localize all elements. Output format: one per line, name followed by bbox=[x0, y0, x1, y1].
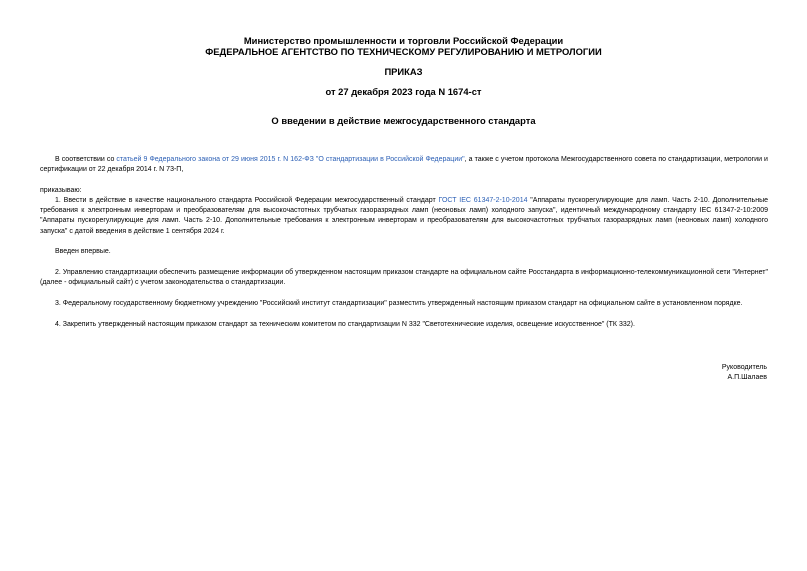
item-2-paragraph: 2. Управлению стандартизации обеспечить размещение информации об утвержденном настоящим приказом стандарте на официальном сайте Росстандарта в информационно-телекоммуникационной сети "Интернет" (далее - официальный сайт) с учетом законодательства о стандартизации. bbox=[40, 269, 768, 287]
document-title: О введении в действие межгосударственного стандарта bbox=[271, 115, 536, 126]
date-number-heading: от 27 декабря 2023 года N 1674-ст bbox=[325, 86, 482, 97]
item-1-text-before: 1. Ввести в действие в качестве национального стандарта Российской Федерации межгосударственный стандарт bbox=[55, 197, 439, 204]
item-1-text-after: "Аппараты пускорегулирующие для ламп. Часть 2-10. Дополнительные требования к электронным инверторам и преобразователям для высокочастотных трубчатых газоразрядных ламп (неоновых ламп) холодного запуска", идентичный международному стандарту IEC 61347-2-10:2009 "Аппараты пускорегулирующие для ламп. Часть 2-10. Дополнительные требования к электронным инверторам и преобразователям для высокочастотных трубчатых газоразрядных ламп (неоновых ламп) холодного запуска" с датой введения в действие 1 сентября 2024 г. bbox=[40, 197, 768, 235]
preamble-text-before: В соответствии со bbox=[55, 156, 117, 163]
ministry-heading: Министерство промышленности и торговли Российской Федерации bbox=[243, 35, 564, 46]
doc-type-heading: ПРИКАЗ bbox=[384, 66, 423, 77]
signatory-name: А.П.Шалаев bbox=[727, 374, 767, 381]
signatory-position: Руководитель bbox=[721, 364, 767, 371]
federal-law-link[interactable]: статьей 9 Федерального закона от 29 июня 2015 г. N 162-ФЗ "О стандартизации в Российской Федерации" bbox=[116, 156, 465, 163]
introduced-note: Введен впервые. bbox=[55, 248, 111, 255]
preamble-paragraph bbox=[40, 155, 768, 175]
item-1-paragraph bbox=[40, 196, 768, 237]
item-3-paragraph: 3. Федеральному государственному бюджетному учреждению "Российский институт стандартизации" разместить утвержденный настоящим приказом стандарт на официальном сайте в установленном порядке. bbox=[55, 300, 743, 307]
order-word: приказываю: bbox=[40, 187, 82, 194]
preamble-text-after: , а также с учетом протокола Межгосударственного совета по стандартизации, метрологии и сертификации от 22 декабря 2014 г. N 73-П, bbox=[40, 156, 768, 174]
agency-heading: ФЕДЕРАЛЬНОЕ АГЕНТСТВО ПО ТЕХНИЧЕСКОМУ РЕГУЛИРОВАНИЮ И МЕТРОЛОГИИ bbox=[205, 46, 602, 57]
gost-standard-link[interactable]: ГОСТ IEC 61347-2-10-2014 bbox=[438, 197, 528, 204]
item-4-paragraph: 4. Закрепить утвержденный настоящим приказом стандарт за техническим комитетом по стандартизации N 332 "Светотехнические изделия, освещение искусственное" (ТК 332). bbox=[55, 321, 635, 328]
